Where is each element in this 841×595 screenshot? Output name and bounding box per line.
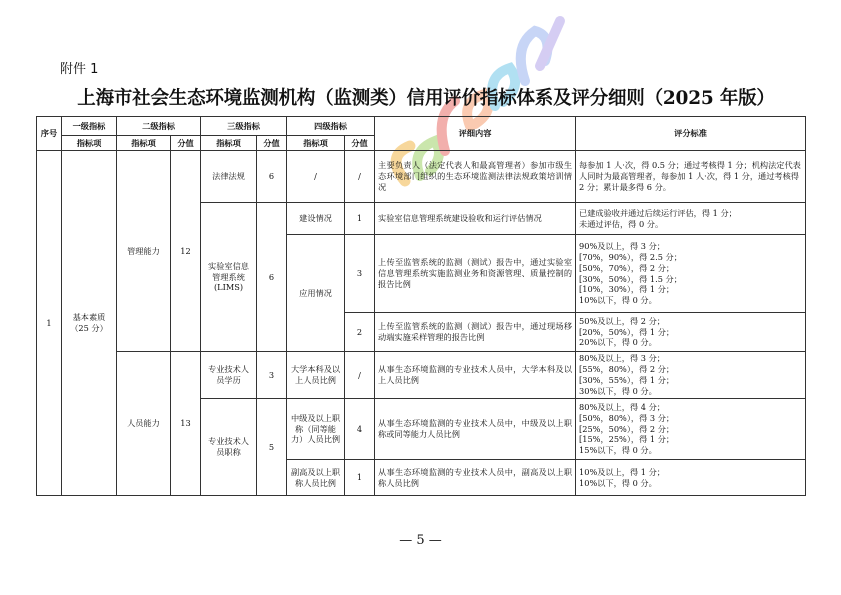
level3-edu-score: 3 [257, 352, 287, 399]
attachment-label: 附件 1 [60, 62, 99, 77]
standard-line: [20%，50%），得 1 分； [579, 326, 675, 337]
standard-line: [30%，55%），得 1 分； [579, 375, 675, 385]
level4-senior-title-score: 1 [345, 460, 375, 496]
standard-line: 20%以下，得 0 分。 [579, 337, 657, 348]
standard-line: [55%，80%），得 2 分； [579, 364, 675, 375]
level4-edu-score: / [345, 352, 375, 399]
detail-build: 实验室信息管理系统建设验收和运行评估情况 [375, 203, 576, 235]
header-detail: 评细内容 [375, 117, 576, 151]
detail-edu: 从事生态环境监测的专业技术人员中，大学本科及以上人员比例 [375, 352, 576, 399]
standard-line: 80%及以上，得 3 分； [579, 353, 665, 364]
detail-laws: 主要负责人（法定代表人和最高管理者）参加市级生态环境部门组织的生态环境监测法律法规政策培训情况 [375, 151, 576, 203]
standard-laws: 每参加 1 人·次，得 0.5 分；通过考核得 1 分；机构法定代表人同时为最高管理者，每参加 1 人·次，得 1 分，通过考核得 2 分；累计最多得 6 分。 [576, 151, 806, 203]
standard-line: [50%，70%），得 2 分； [579, 262, 675, 273]
level4-mid-title-score: 4 [345, 399, 375, 460]
standard-apply-b [576, 313, 806, 352]
level3-lims-score: 6 [257, 203, 287, 352]
detail-apply-b: 上传至监管系统的监测（测试）报告中，通过现场移动端实施采样管理的报告比例 [375, 313, 576, 352]
level4-build-score: 1 [345, 203, 375, 235]
level4-apply-b-score: 2 [345, 313, 375, 352]
header-seq: 序号 [37, 117, 62, 151]
header-level3: 三级指标 [201, 117, 287, 136]
level4-apply: 应用情况 [287, 235, 345, 352]
document-title: 上海市社会生态环境监测机构（监测类）信用评价指标体系及评分细则（2025 年版） [77, 88, 775, 109]
level4-mid-title: 中级及以上职称（同等能力）人员比例 [287, 399, 345, 460]
row-seq: 1 [37, 151, 62, 496]
standard-line: 已建成验收并通过后续运行评估，得 1 分； [579, 207, 737, 218]
header-score-l4: 分值 [345, 136, 375, 151]
level4-edu: 大学本科及以上人员比例 [287, 352, 345, 399]
level4-apply-a-score: 3 [345, 235, 375, 313]
standard-line: 80%及以上，得 4 分； [579, 401, 665, 412]
header-item-l2: 指标项 [117, 136, 171, 151]
header-standard: 评分标准 [576, 117, 806, 151]
standard-build [576, 203, 806, 235]
level4-build: 建设情况 [287, 203, 345, 235]
header-score-l2: 分值 [171, 136, 201, 151]
standard-line: 15%以下，得 0 分。 [579, 445, 657, 456]
level2-staff: 人员能力 [117, 352, 171, 496]
level1-basic-quality: 基本素质（25 分） [62, 151, 117, 496]
level3-laws: 法律法规 [201, 151, 257, 203]
standard-mid-title [576, 399, 806, 460]
standard-apply-a [576, 235, 806, 313]
header-level4: 四级指标 [287, 117, 375, 136]
level4-laws: / [287, 151, 345, 203]
detail-apply-a: 上传至监管系统的监测（测试）报告中，通过实验室信息管理系统实施监测业务和资源管理、质量控制的报告比例 [375, 235, 576, 313]
level2-management-score: 12 [171, 151, 201, 352]
standard-line: [10%，30%），得 1 分； [579, 284, 675, 295]
level3-edu: 专业技术人员学历 [201, 352, 257, 399]
standard-line: 10%及以上，得 1 分； [579, 466, 665, 477]
header-level2: 二级指标 [117, 117, 201, 136]
level3-title-score: 5 [257, 399, 287, 496]
standard-line: [70%，90%），得 2.5 分； [579, 251, 682, 262]
standard-edu [576, 352, 806, 399]
standard-line: 10%以下，得 0 分。 [579, 477, 657, 488]
level3-lims: 实验室信息管理系统(LIMS) [201, 203, 257, 352]
header-item-l1: 指标项 [62, 136, 117, 151]
page-number: — 5 — [399, 533, 442, 548]
detail-mid-title: 从事生态环境监测的专业技术人员中，中级及以上职称或同等能力人员比例 [375, 399, 576, 460]
standard-senior-title [576, 460, 806, 496]
standard-line: [50%，80%），得 3 分； [579, 412, 675, 423]
detail-senior-title: 从事生态环境监测的专业技术人员中，副高及以上职称人员比例 [375, 460, 576, 496]
standard-line: 50%及以上，得 2 分； [579, 315, 665, 326]
criteria-table [36, 116, 806, 496]
level3-laws-score: 6 [257, 151, 287, 203]
standard-line: [30%，50%），得 1.5 分； [579, 273, 682, 284]
standard-line: 90%及以上，得 3 分； [579, 241, 665, 252]
header-level1: 一级指标 [62, 117, 117, 136]
header-score-l3: 分值 [257, 136, 287, 151]
standard-line: [15%，25%），得 1 分； [579, 434, 675, 445]
level4-senior-title: 副高及以上职称人员比例 [287, 460, 345, 496]
level2-staff-score: 13 [171, 352, 201, 496]
level4-laws-score: / [345, 151, 375, 203]
level2-management: 管理能力 [117, 151, 171, 352]
standard-line: [25%，50%），得 2 分； [579, 423, 675, 434]
level3-title: 专业技术人员职称 [201, 399, 257, 496]
header-item-l3: 指标项 [201, 136, 257, 151]
standard-line: 未通过评估，得 0 分。 [579, 218, 664, 229]
standard-line: 10%以下，得 0 分。 [579, 295, 657, 306]
standard-line: 30%以下，得 0 分。 [579, 385, 657, 396]
header-item-l4: 指标项 [287, 136, 345, 151]
